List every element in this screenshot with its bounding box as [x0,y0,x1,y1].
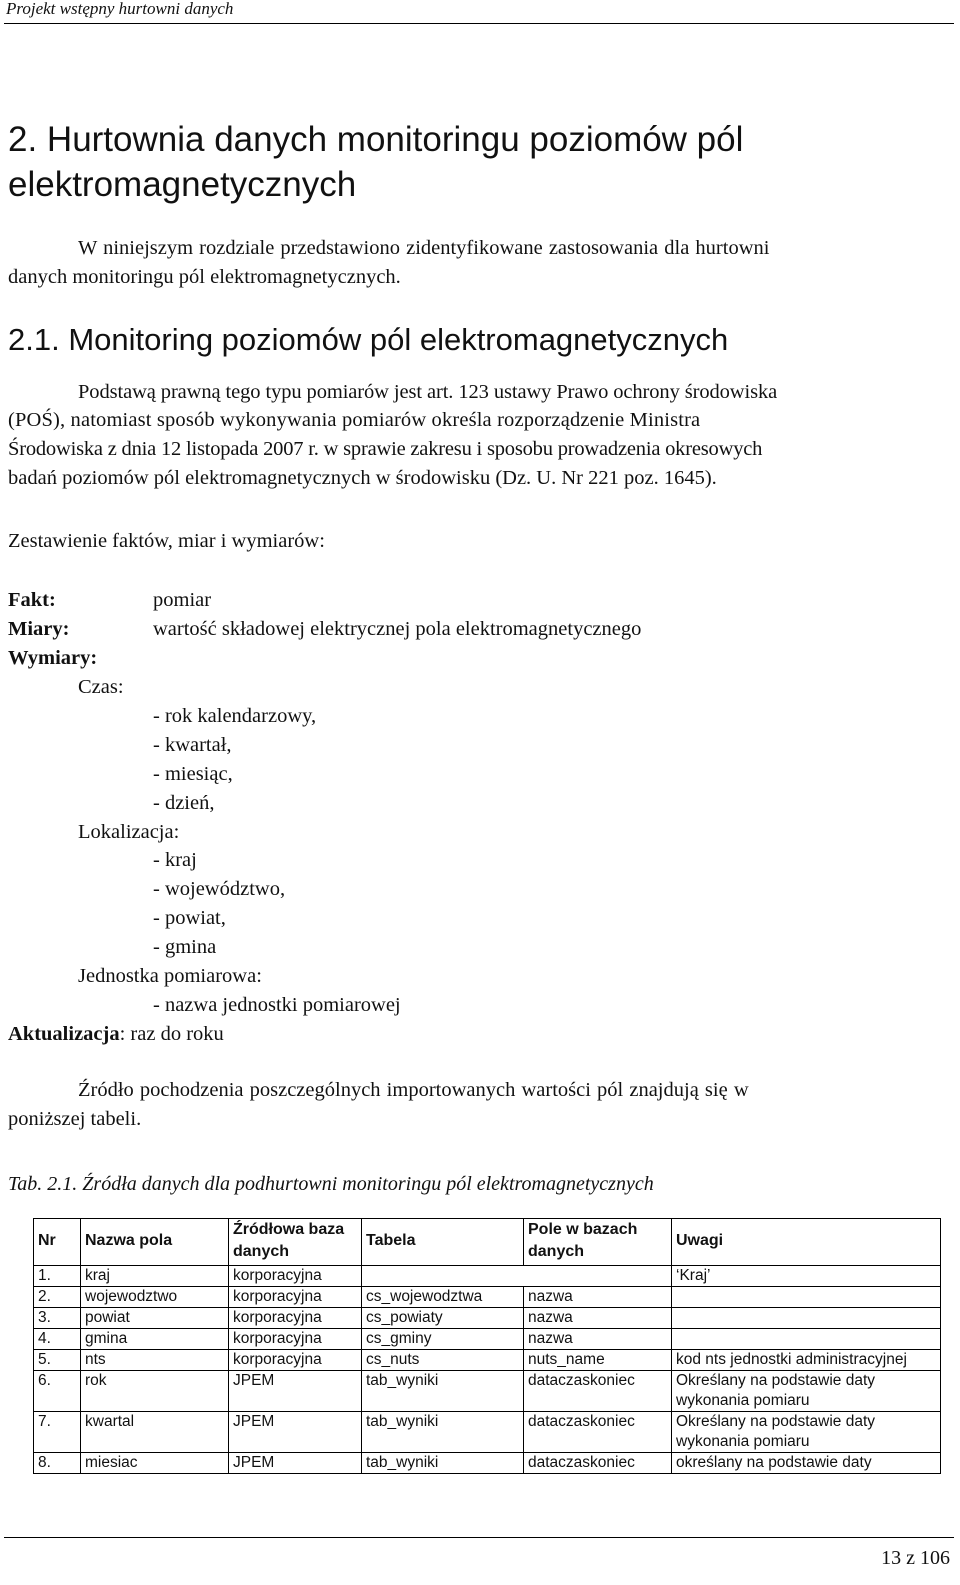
para-line2: (POŚ), natomiast sposób wykonywania pomiarów określa rozporządzenie Ministra [8,409,701,431]
table-row [34,1412,941,1453]
source-para-line2: poniższej tabeli. [8,1108,142,1130]
running-header: Projekt wstępny hurtowni danych [6,0,234,18]
cell-source: korporacyjna [229,1287,362,1308]
intro-line1: W niniejszym rozdziale przedstawiono zidentyfikowane zastosowania dla hurtowni [78,237,770,259]
aktualizacja-value: : raz do roku [119,1023,224,1045]
cell-table [362,1266,524,1287]
cell-source: korporacyjna [229,1350,362,1371]
table-row [34,1287,941,1308]
cell-field: rok [81,1371,229,1412]
cell-table: cs_gminy [362,1329,524,1350]
cell-notes: określany na podstawie daty [672,1453,941,1474]
cell-nr: 7. [34,1412,81,1453]
jednostka-label: Jednostka pomiarowa: [78,965,262,987]
miary-label: Miary: [8,618,70,640]
miary-value: wartość składowej elektrycznej pola elektromagnetycznego [153,618,642,640]
cell-nr: 5. [34,1350,81,1371]
cell-source: JPEM [229,1371,362,1412]
table-row [34,1371,941,1412]
cell-field: miesiac [81,1453,229,1474]
cell-column: dataczaskoniec [524,1453,672,1474]
cell-source: korporacyjna [229,1308,362,1329]
cell-field: wojewodztwo [81,1287,229,1308]
para-line1: Podstawą prawną tego typu pomiarów jest art. 123 ustawy Prawo ochrony środowiska [78,381,778,403]
cell-nr: 8. [34,1453,81,1474]
cell-field: powiat [81,1308,229,1329]
cell-field: kraj [81,1266,229,1287]
table-row [34,1308,941,1329]
cell-table: cs_nuts [362,1350,524,1371]
header-pole-w-bazach: Pole w bazach danych [524,1219,672,1266]
aktualizacja-row [8,1020,224,1049]
cell-field: gmina [81,1329,229,1350]
cell-column: nazwa [524,1308,672,1329]
page-number: 13 z 106 [881,1547,950,1569]
cell-source: JPEM [229,1453,362,1474]
footer-rule [4,1537,954,1538]
para-line3: Środowiska z dnia 12 listopada 2007 r. w sprawie zakresu i sposobu prowadzenia okresowych [8,438,763,460]
lokalizacja-item: - kraj [153,849,197,871]
lokalizacja-label: Lokalizacja: [78,821,180,843]
section-heading-line2: elektromagnetycznych [8,165,357,204]
czas-item: - kwartał, [153,734,232,756]
cell-field: kwartal [81,1412,229,1453]
cell-source: korporacyjna [229,1266,362,1287]
header-uwagi: Uwagi [672,1219,941,1266]
source-para-line1: Źródło pochodzenia poszczególnych importowanych wartości pól znajdują się w [78,1079,749,1101]
cell-column: nuts_name [524,1350,672,1371]
czas-item: - dzień, [153,792,215,814]
lokalizacja-item: - województwo, [153,878,286,900]
cell-table: cs_powiaty [362,1308,524,1329]
cell-nr: 3. [34,1308,81,1329]
cell-source: JPEM [229,1412,362,1453]
cell-column [524,1266,672,1287]
cell-source: korporacyjna [229,1329,362,1350]
cell-notes [672,1329,941,1350]
cell-nr: 4. [34,1329,81,1350]
lokalizacja-item: - powiat, [153,907,226,929]
section-heading-line1: 2. Hurtownia danych monitoringu poziomów pól [8,120,744,159]
header-zrodlowa-baza: Źródłowa baza danych [229,1219,362,1266]
header-rule [4,23,954,24]
czas-label: Czas: [78,676,124,698]
cell-table: cs_wojewodztwa [362,1287,524,1308]
intro-line2: danych monitoringu pól elektromagnetycznych. [8,266,401,288]
header-nazwa-pola: Nazwa pola [81,1219,229,1266]
summary-title: Zestawienie faktów, miar i wymiarów: [8,530,325,552]
table-row [34,1266,941,1287]
cell-column: nazwa [524,1329,672,1350]
table-row [34,1350,941,1371]
aktualizacja-label: Aktualizacja [8,1023,120,1045]
cell-field: nts [81,1350,229,1371]
cell-table: tab_wyniki [362,1371,524,1412]
cell-column: dataczaskoniec [524,1371,672,1412]
cell-notes [672,1308,941,1329]
subsection-heading: 2.1. Monitoring poziomów pól elektromagnetycznych [8,322,729,357]
jednostka-item: - nazwa jednostki pomiarowej [153,994,401,1016]
cell-notes: kod nts jednostki administracyjnej [672,1350,941,1371]
table-header-row [34,1219,941,1266]
cell-nr: 1. [34,1266,81,1287]
cell-table: tab_wyniki [362,1453,524,1474]
lokalizacja-item: - gmina [153,936,217,958]
wymiary-label: Wymiary: [8,647,98,669]
data-sources-table [33,1218,941,1474]
cell-table: tab_wyniki [362,1412,524,1453]
cell-notes: Określany na podstawie daty wykonania pomiaru [672,1412,941,1453]
header-nr: Nr [34,1219,81,1266]
cell-notes: Określany na podstawie daty wykonania pomiaru [672,1371,941,1412]
table-row [34,1329,941,1350]
cell-column: nazwa [524,1287,672,1308]
cell-nr: 2. [34,1287,81,1308]
czas-item: - rok kalendarzowy, [153,705,317,727]
czas-item: - miesiąc, [153,763,233,785]
header-tabela: Tabela [362,1219,524,1266]
cell-nr: 6. [34,1371,81,1412]
table-row [34,1453,941,1474]
cell-notes: ‘Kraj’ [672,1266,941,1287]
table-caption: Tab. 2.1. Źródła danych dla podhurtowni monitoringu pól elektromagnetycznych [8,1173,654,1195]
para-line4: badań poziomów pól elektromagnetycznych w środowisku (Dz. U. Nr 221 poz. 1645). [8,467,717,489]
cell-column: dataczaskoniec [524,1412,672,1453]
fakt-value: pomiar [153,589,212,611]
fakt-label: Fakt: [8,589,56,611]
cell-notes [672,1287,941,1308]
